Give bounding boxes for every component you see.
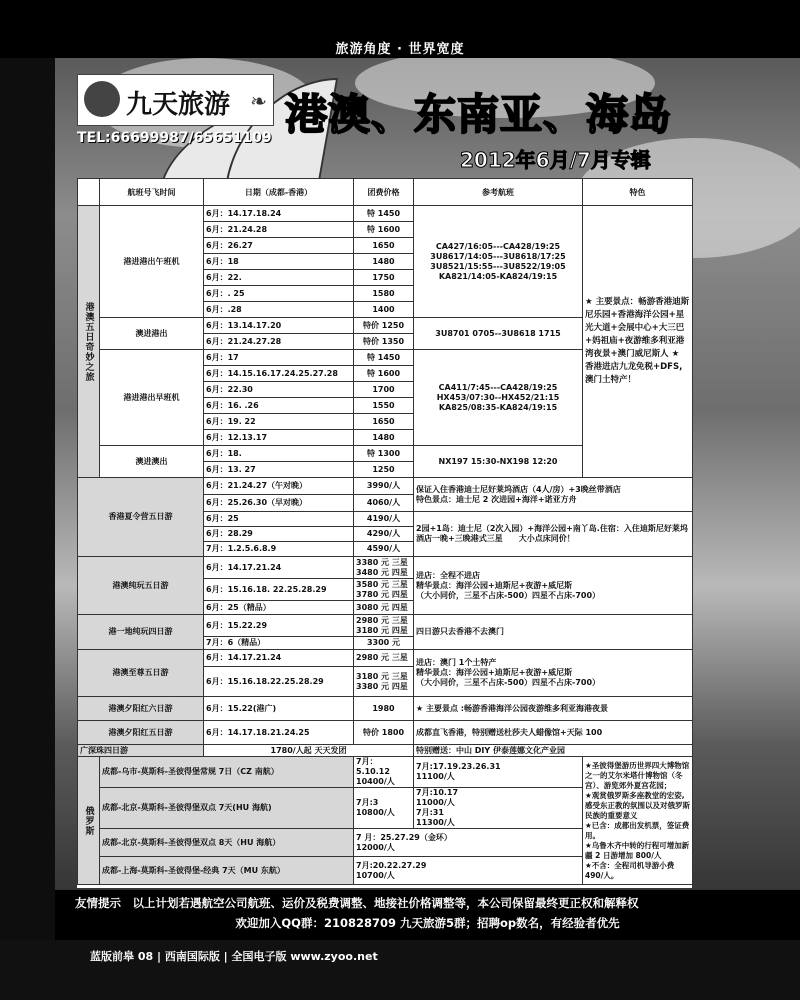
- header-flight-time: 航班号飞时间: [100, 179, 204, 206]
- table-cell-date: 6月：13.14.17.20: [204, 318, 354, 334]
- table-cell-date: 6月：.28: [204, 302, 354, 318]
- one-four-label: 港一地纯玩四日游: [78, 615, 204, 650]
- table-row: [78, 557, 693, 579]
- one-four-note: 四日游只去香港不去澳门: [414, 615, 693, 650]
- pure-five-label: 港澳纯玩五日游: [78, 557, 204, 615]
- table-row: [78, 650, 693, 667]
- price-line: 3180 元 三星: [356, 671, 408, 681]
- russia-route-name: 成都-乌市-莫斯科-圣彼得堡常规 7日（CZ 南航）: [100, 757, 354, 788]
- top-banner: [0, 0, 800, 58]
- guangzhou-text: 1780/人起 天天发团: [204, 745, 414, 757]
- russia-route-name: 成都-北京-莫斯科-圣彼得堡双点 8天（HU 海航）: [100, 829, 354, 857]
- sub3-flights: [414, 350, 583, 446]
- date-line: 7月:3: [356, 798, 379, 807]
- flight-line: KA825/08:35-KA824/19:15: [438, 402, 558, 412]
- header-feature: 特色: [583, 179, 693, 206]
- table-cell-date: 6月：14.17.21.24: [204, 650, 354, 667]
- table-cell-price: 1650: [354, 238, 414, 254]
- table-cell-price: [354, 557, 414, 579]
- table-cell-date: 6月：12.13.17: [204, 430, 354, 446]
- table-row: [78, 478, 693, 495]
- table-cell-price: 特价 1250: [354, 318, 414, 334]
- brand-phone: TEL:66699987/65651109: [77, 130, 272, 146]
- price-line: 11100/人: [416, 772, 455, 781]
- sub1-label: 港进港出午班机: [100, 206, 204, 318]
- disney-label: 香港夏令营五日游: [78, 478, 204, 557]
- sunset-five-label: 港澳夕阳红五日游: [78, 721, 204, 745]
- hk-macau-feature: ★ 主要景点：畅游香港迪斯尼乐园+香港海洋公园+星光大道+会展中心+大三巴+妈祖庙+夜游维多利亚港湾夜景+澳门威尼斯人 ★ 香港进店九龙免税+DFS,澳门土特产！: [583, 206, 693, 478]
- flight-line: CA411/7:45---CA428/19:25: [438, 382, 558, 392]
- date-line: 7 月：25.27.29（金环）: [356, 832, 452, 842]
- table-cell-price: [354, 615, 414, 637]
- price-line: 3580 元 三星: [356, 579, 408, 589]
- russia-dates: [354, 757, 414, 788]
- price-line: 3480 元 四星: [356, 567, 408, 577]
- table-cell-price: 特价 1350: [354, 334, 414, 350]
- brand-name: 九天旅游: [126, 90, 231, 120]
- note-line: ★观赏俄罗斯多座教堂的宏姿,感受东正教的氛围以及对俄罗斯民族的重要意义: [585, 790, 690, 820]
- table-cell-date: 6月：15.22.29: [204, 615, 354, 637]
- table-cell-price: 特 1450: [354, 350, 414, 366]
- table-header-row: [78, 179, 693, 206]
- table-row: [78, 697, 693, 721]
- disney-note-1: [414, 478, 693, 512]
- sunset-five-note: 成都直飞香港，特别赠送杜莎夫人蜡像馆+天际 100: [414, 721, 693, 745]
- subheadline: 2012年6月/7月专辑: [460, 148, 651, 172]
- table-cell-date: 6月：25（精品）: [204, 601, 354, 615]
- table-cell-date: 6月：19. 22: [204, 414, 354, 430]
- guangzhou-label: 广深珠四日游: [78, 745, 204, 757]
- table-cell-price: 1580: [354, 286, 414, 302]
- table-row: [78, 721, 693, 745]
- brand-logo: [77, 74, 274, 126]
- table-cell-price: 特 1600: [354, 222, 414, 238]
- table-row: [78, 615, 693, 637]
- table-cell-price: 2980 元 三星: [354, 650, 414, 667]
- guangzhou-note: 特别赠送：中山 DIY 伊泰莲娜文化产业园: [414, 745, 693, 757]
- table-cell-date: 6月：26.27: [204, 238, 354, 254]
- notice-line-1: 友情提示 以上计划若遇航空公司航班、运价及税费调整、地接社价格调整等，本公司保留最终更正权和解释权: [75, 896, 639, 910]
- russia-group-label: 俄罗斯: [78, 757, 100, 885]
- table-cell-price: 1700: [354, 382, 414, 398]
- table-cell-date: 6月：15.22(港广): [204, 697, 354, 721]
- table-cell-date: 6月：15.16.18.22.25.28.29: [204, 667, 354, 697]
- logo-icon: [84, 81, 120, 117]
- price-line: 10800/人: [356, 808, 395, 817]
- price-line: 12000/人: [356, 842, 395, 852]
- table-cell-date: 7月：1.2.5.6.8.9: [204, 542, 354, 557]
- sunset-six-label: 港澳夕阳红六日游: [78, 697, 204, 721]
- sub2-label: 澳进港出: [100, 318, 204, 350]
- price-line: 3380 元 四星: [356, 681, 408, 691]
- slogan: 旅游角度 · 世界宽度: [335, 42, 465, 57]
- price-line: 3380 元 三星: [356, 557, 408, 567]
- deluxe-five-note: 进店：澳门 1个土特产 精华景点：海洋公园+迪斯尼+夜游+威尼斯 （大小同价，三星不占床-500）四星不占床-700）: [414, 650, 693, 697]
- flight-line: KA821/14:05-KA824/19:15: [438, 271, 558, 281]
- note-line: ★已含：成都出发机票，签证费用。: [585, 820, 690, 840]
- note-line: 保证入住香港迪士尼好莱坞酒店（4人/房）+3晚丝带酒店: [416, 484, 621, 494]
- table-cell-date: 6月：14.17.18.21.24.25: [204, 721, 354, 745]
- table-cell-price: 4290/人: [354, 527, 414, 542]
- price-line: 3180 元 四星: [356, 625, 408, 635]
- russia-dates-2: [414, 788, 583, 829]
- table-cell-date: 6月：18.: [204, 446, 354, 462]
- table-cell-price: 1400: [354, 302, 414, 318]
- table-row: [78, 757, 693, 788]
- sunset-six-note: ★ 主要景点 :畅游香港海洋公园夜游维多利亚海港夜景: [414, 697, 693, 721]
- footer-text: 蓝版前皋 08 | 西南国际版 | 全国电子版 www.zyoo.net: [90, 950, 378, 963]
- table-cell-price: 1480: [354, 254, 414, 270]
- flight-line: 3U8521/15:55---3U8522/19:05: [430, 261, 566, 271]
- table-cell-price: 1980: [354, 697, 414, 721]
- deluxe-five-label: 港澳至尊五日游: [78, 650, 204, 697]
- note-line: ★圣彼得堡游历世界四大博物馆之一的艾尔米塔什博物馆（冬宫）、游览郊外夏宫花园；: [585, 760, 690, 790]
- price-table: [77, 178, 693, 885]
- table-cell-date: 6月：25.26.30（早对晚）: [204, 495, 354, 512]
- table-cell-date: 6月：17: [204, 350, 354, 366]
- price-line: 11300/人: [416, 818, 455, 827]
- table-cell-date: 7月：6（精品）: [204, 637, 354, 650]
- flight-line: CA427/16:05---CA428/19:25: [435, 241, 561, 251]
- russia-dates-2: [414, 757, 583, 788]
- table-cell-date: 6月：. 25: [204, 286, 354, 302]
- date-line: 7月:17.19.23.26.31: [416, 762, 501, 771]
- table-cell-date: 6月：22.30: [204, 382, 354, 398]
- table-cell-price: 特 1300: [354, 446, 414, 462]
- table-cell-date: 6月：28.29: [204, 527, 354, 542]
- price-line: 11000/人: [416, 798, 455, 807]
- table-cell-price: 1480: [354, 430, 414, 446]
- russia-route-name: 成都-北京-莫斯科-圣彼得堡双点 7天(HU 海航): [100, 788, 354, 829]
- table-cell-date: 6月：13. 27: [204, 462, 354, 478]
- headline: 港澳、东南亚、海岛: [285, 90, 673, 139]
- note-line: ★不含：全程司机导游小费 490/人。: [585, 860, 675, 880]
- table-cell-price: 1550: [354, 398, 414, 414]
- note-line: 特色景点：迪士尼 2 次进园+海洋+诺亚方舟: [416, 494, 577, 504]
- price-line: 10400/人: [356, 777, 395, 786]
- sub4-label: 澳进澳出: [100, 446, 204, 478]
- date-line: 7月：5.10.12: [356, 757, 390, 776]
- date-line: 7月:10.17: [416, 788, 459, 797]
- disney-note-2: 2园+1岛：迪士尼（2次入园）+海洋公园+南丫岛.住宿：入住迪斯尼好莱坞酒店一晚+三晚港式三星 大小点床同价！: [414, 512, 693, 557]
- date-line: 7月:20.22.27.29: [356, 860, 427, 870]
- table-cell-price: 特 1600: [354, 366, 414, 382]
- table-row: [78, 745, 693, 757]
- table-cell-date: 6月：16. .26: [204, 398, 354, 414]
- price-line: 10700/人: [356, 870, 395, 880]
- table-cell-price: 4190/人: [354, 512, 414, 527]
- table-cell-date: 6月：15.16.18. 22.25.28.29: [204, 579, 354, 601]
- notice-bar: [55, 890, 800, 940]
- swirl-icon: ❧: [250, 89, 267, 113]
- table-cell-price: [354, 579, 414, 601]
- table-cell-price: 3990/人: [354, 478, 414, 495]
- russia-route-name: 成都-上海-莫斯科-圣彼得堡-经典 7天（MU 东航）: [100, 857, 354, 885]
- table-cell-date: 6月：14.17.18.24: [204, 206, 354, 222]
- table-cell-price: 1650: [354, 414, 414, 430]
- sub1-flights: [414, 206, 583, 318]
- sub2-flights: 3U8701 0705--3U8618 1715: [414, 318, 583, 350]
- table-cell-price: 3080 元 四星: [354, 601, 414, 615]
- table-cell-price: 特 1450: [354, 206, 414, 222]
- russia-notes: [583, 757, 693, 885]
- price-table-container: [77, 178, 692, 888]
- pure-five-note: 进店：全程不进店 精华景点：海洋公园+迪斯尼+夜游+威尼斯 （大小同价，三星不占床-500）四星不占床-700）: [414, 557, 693, 615]
- table-cell-date: 6月：14.17.21.24: [204, 557, 354, 579]
- flight-line: HX453/07:30--HX452/21:15: [436, 392, 560, 402]
- table-cell-date: 6月：25: [204, 512, 354, 527]
- table-cell-price: 1750: [354, 270, 414, 286]
- table-cell-date: 6月：21.24.28: [204, 222, 354, 238]
- sub4-flights: NX197 15:30-NX198 12:20: [414, 446, 583, 478]
- table-row: [78, 206, 693, 222]
- header-date: 日期（成都-香港）: [204, 179, 354, 206]
- table-cell-date: 6月：18: [204, 254, 354, 270]
- table-cell-price: 1250: [354, 462, 414, 478]
- header-price: 团费价格: [354, 179, 414, 206]
- hk-macau-group-label: 港澳五日奇妙之旅: [78, 206, 100, 478]
- russia-dates: [354, 788, 414, 829]
- table-cell-date: 6月：21.24.27.28: [204, 334, 354, 350]
- notice-line-2: 欢迎加入QQ群：210828709 九天旅游5群；招聘op数名，有经验者优先: [235, 916, 620, 930]
- russia-dates: [354, 857, 583, 885]
- page-footer: [0, 940, 800, 1000]
- table-cell-date: 6月：21.24.27（午对晚）: [204, 478, 354, 495]
- table-cell-date: 6月：14.15.16.17.24.25.27.28: [204, 366, 354, 382]
- table-cell-price: 特价 1800: [354, 721, 414, 745]
- price-line: 3780 元 四星: [356, 589, 408, 599]
- russia-dates: [354, 829, 583, 857]
- price-line: 2980 元 三星: [356, 615, 408, 625]
- note-line: ★乌鲁木齐中转的行程可增加新疆 2 日游增加 800/人: [585, 840, 690, 860]
- table-cell-price: [354, 667, 414, 697]
- table-cell-date: 6月：22.: [204, 270, 354, 286]
- table-cell-price: 4060/人: [354, 495, 414, 512]
- table-cell-price: 4590/人: [354, 542, 414, 557]
- table-cell-price: 3300 元: [354, 637, 414, 650]
- sub3-label: 港进港出早班机: [100, 350, 204, 446]
- header-ref-flight: 参考航班: [414, 179, 583, 206]
- date-line: 7月:31: [416, 808, 444, 817]
- flight-line: 3U8617/14:05---3U8618/17:25: [430, 251, 566, 261]
